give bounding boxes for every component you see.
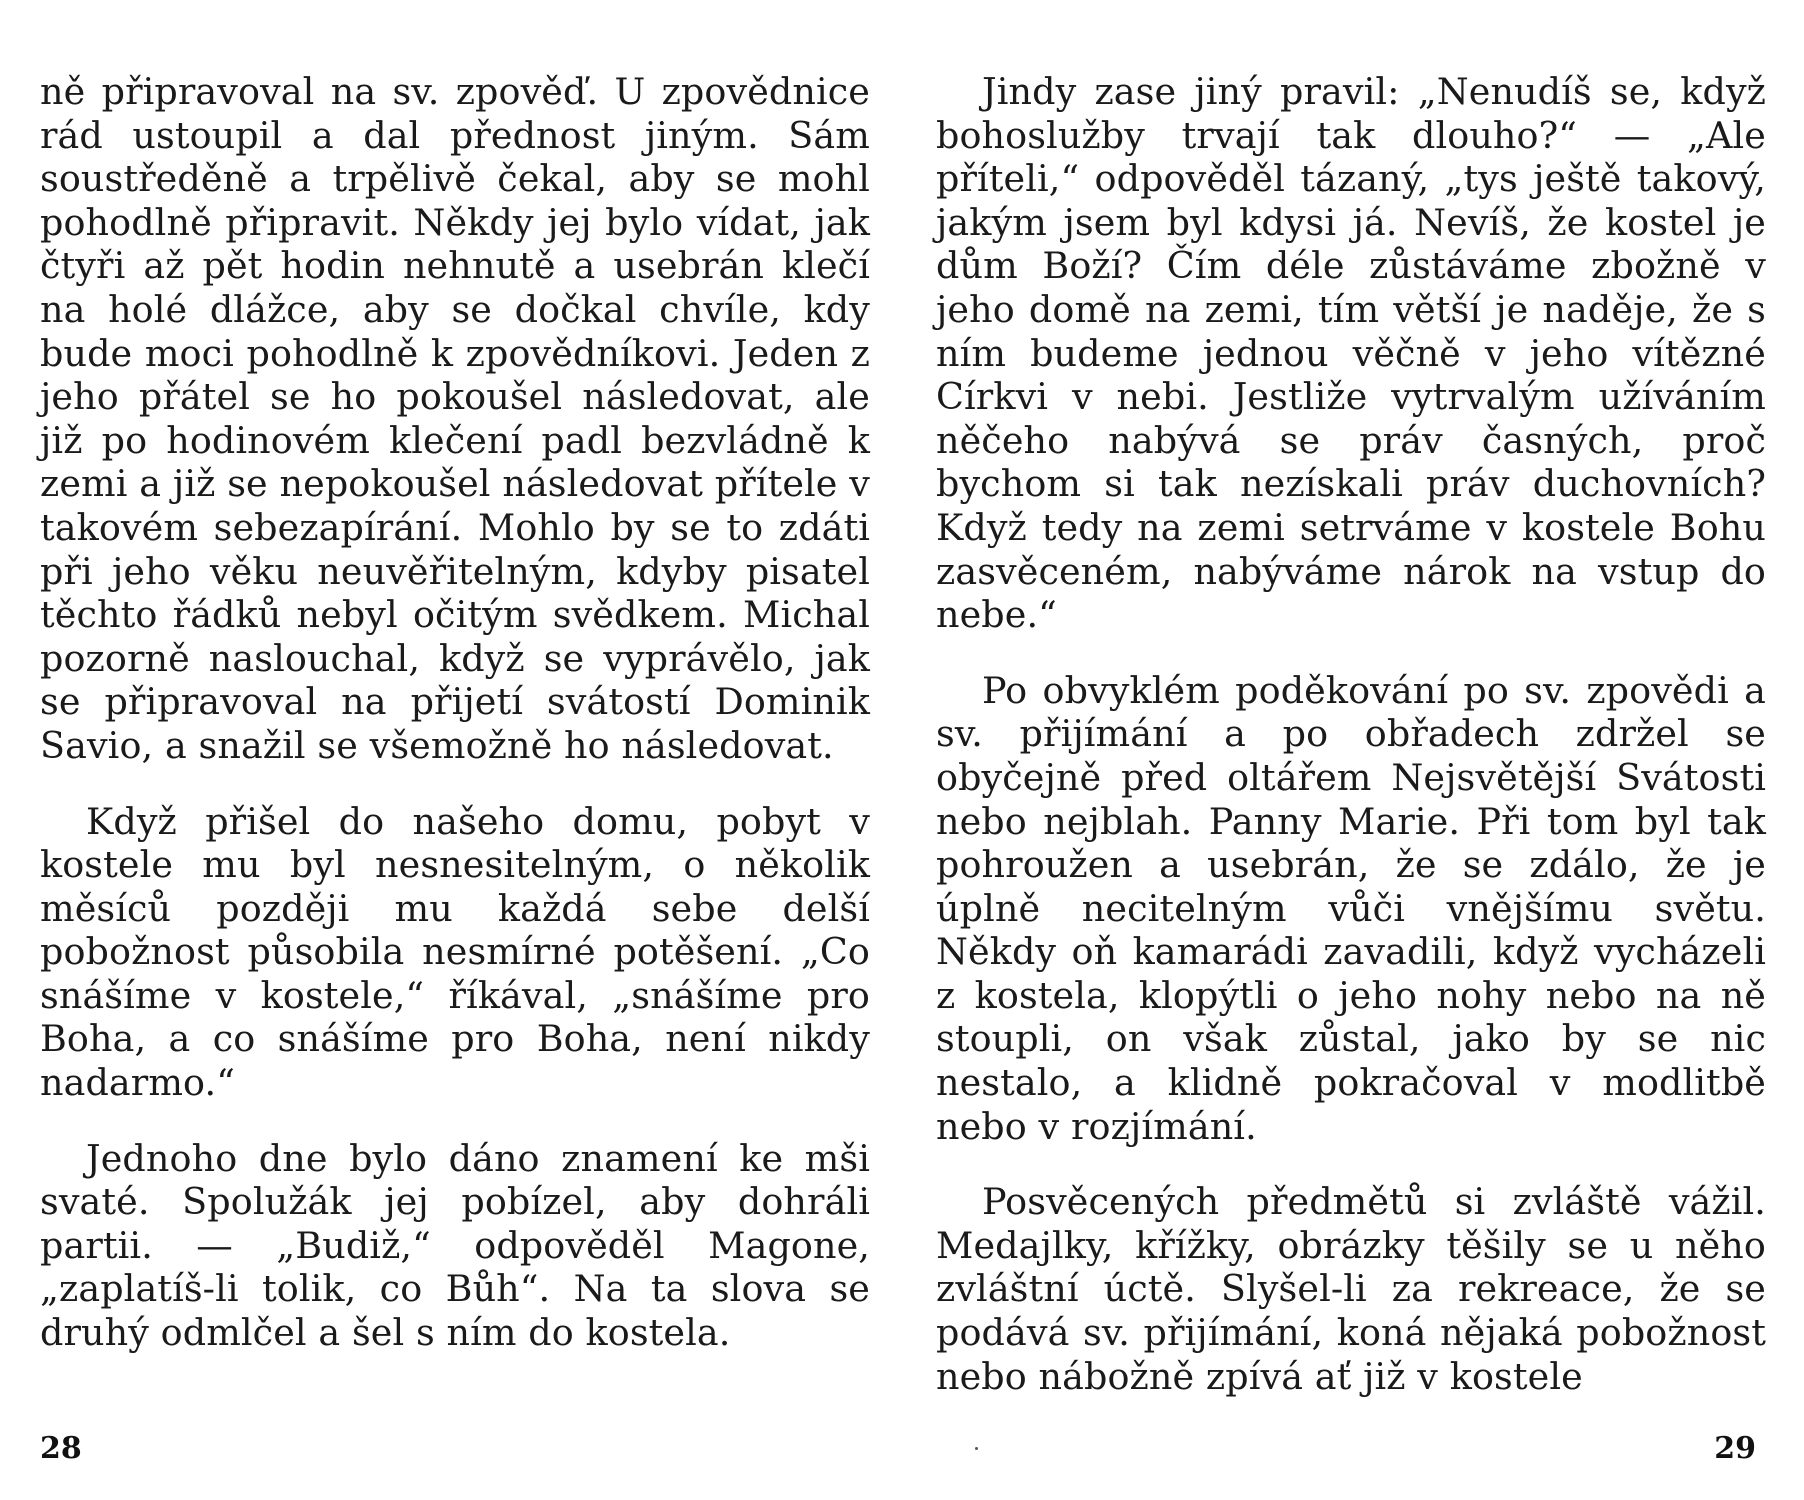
paragraph: Jednoho dne bylo dáno znamení ke mši svaté. Spolužák jej pobízel, aby dohráli partii. — „Budiž,“ odpověděl Magone, „zaplatíš-li tolik, co Bůh“. Na ta slova se druhý odmlčel a šel s ním do kostela. <box>40 1136 870 1355</box>
page-number: 28 <box>40 1431 82 1466</box>
left-page <box>40 0 870 1500</box>
paragraph: Posvěcených předmětů si zvláště vážil. Medajlky, křížky, obrázky těšily se u něho zvláštní úctě. Slyšel-li za rekreace, že se podává sv. přijímání, koná nějaká pobožnost nebo nábožně zpívá ať již v kostele <box>936 1180 1766 1398</box>
paragraph: Když přišel do našeho domu, pobyt v kostele mu byl nesnesitelným, o několik měsíců později mu každá sebe delší pobožnost působila nesmírné potěšení. „Co snášíme v kostele,“ říkával, „snášíme pro Boha, a co snášíme pro Boha, není nikdy nadarmo.“ <box>40 799 870 1105</box>
paragraph: Po obvyklém poděkování po sv. zpovědi a sv. přijímání a po obřadech zdržel se obyčejně před oltářem Nejsvětější Svátosti nebo nejblah. Panny Marie. Při tom byl tak pohroužen a usebrán, že se zdálo, že je úplně necitelným vůči vnějšímu světu. Někdy oň kamarádi zavadili, když vycházeli z kostela, klopýtli o jeho nohy nebo na ně stoupli, on však zůstal, jako by se nic nestalo, a klidně pokračoval v modlitbě nebo v rozjímání. <box>936 668 1766 1148</box>
right-page <box>936 0 1766 1500</box>
paragraph: Jindy zase jiný pravil: „Nenudíš se, když bohoslužby trvají tak dlouho?“ — „Ale příteli,“ odpověděl tázaný, „tys ještě takový, jakým jsem byl kdysi já. Nevíš, že kostel je dům Boží? Čím déle zůstáváme zbožně v jeho domě na zemi, tím větší je naděje, že s ním budeme jednou věčně v jeho vítězné Církvi v nebi. Jestliže vytrvalým užíváním něčeho nabývá se práv časných, proč bychom si tak nezískali práv duchovních? Když tedy na zemi setrváme v kostele Bohu zasvěceném, nabýváme nárok na vstup do nebe.“ <box>936 70 1766 637</box>
paragraph: ně připravoval na sv. zpověď. U zpovědnice rád ustoupil a dal přednost jiným. Sám soustředěně a trpělivě čekal, aby se mohl pohodlně připravit. Někdy jej bylo vídat, jak čtyři až pět hodin nehnutě a usebrán klečí na holé dlážce, aby se dočkal chvíle, kdy bude moci pohodlně k zpovědníkovi. Jeden z jeho přátel se ho pokoušel následovat, ale již po hodinovém klečení padl bezvládně k zemi a již se nepokoušel následovat přítele v takovém sebezapírání. Mohlo by se to zdáti při jeho věku neuvěřitelným, kdyby pisatel těchto řádků nebyl očitým svědkem. Michal pozorně naslouchal, když se vyprávělo, jak se připravoval na přijetí svátostí Dominik Savio, a snažil se všemožně ho následovat. <box>40 70 870 767</box>
left-page-text <box>40 70 870 1355</box>
page-number: 29 <box>1714 1431 1756 1466</box>
right-page-text <box>936 70 1766 1398</box>
